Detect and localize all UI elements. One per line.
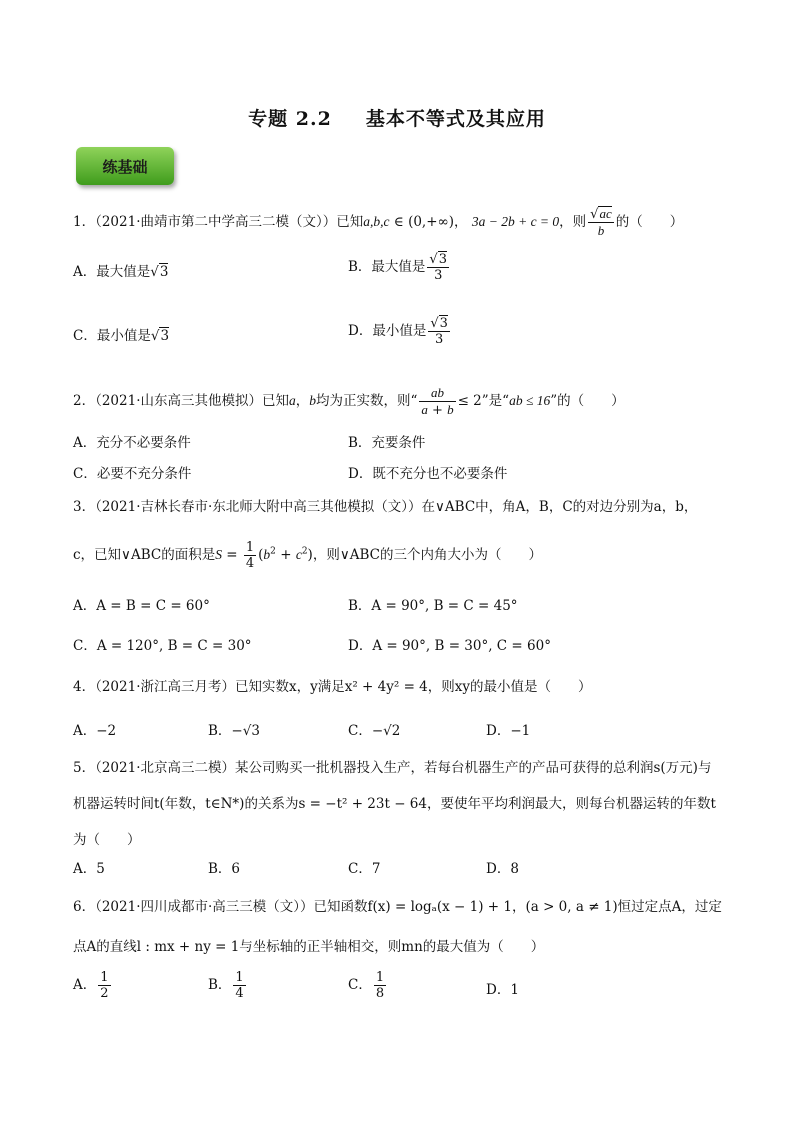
q4-option-b: B．−√3 bbox=[208, 723, 260, 739]
q3-line2-end: ，则∨ABC的三个内角大小为（ ） bbox=[312, 547, 542, 563]
q2-expression: ab ≤ 16 bbox=[509, 393, 551, 408]
badge-label: 练基础 bbox=[102, 157, 148, 176]
q2-option-c: C．必要不充分条件 bbox=[73, 466, 192, 482]
q1-option-d-label: D．最小值是 bbox=[348, 323, 427, 339]
q4-option-d: D．−1 bbox=[486, 723, 531, 739]
q1-number: 1． bbox=[73, 214, 96, 230]
q4-option-a: A．−2 bbox=[73, 723, 117, 739]
q1-text: （2021·曲靖市第二中学高三二模（文））已知 bbox=[95, 214, 364, 230]
question-2: 2．（2021·山东高三其他模拟）已知a，b均为正实数，则“ $\frac{ab}{a + b}$ ≤ 2”是“ab ≤ 16”的（ ） bbox=[73, 385, 625, 418]
q1-option-a-label: A．最大值是 bbox=[73, 264, 151, 280]
q6-c-denominator: 8 bbox=[375, 986, 385, 1001]
question-6-line-1: 6．（2021·四川成都市·高三三模（文））已知函数f(x) = logₐ(x − 1) + 1，(a > 0, a ≠ 1)恒过定点A，过定 bbox=[73, 899, 722, 915]
q3-option-d: D．A = 90°, B = 30°, C = 60° bbox=[348, 638, 551, 654]
q6-option-b-label: B． bbox=[208, 977, 232, 993]
section-badge bbox=[76, 147, 174, 185]
q3-option-a: A．A = B = C = 60° bbox=[73, 598, 210, 614]
q1-sep: ， bbox=[454, 214, 468, 230]
question-5-line-1: 5．（2021·北京高三二模）某公司购买一批机器投入生产，若每台机器生产的产品可获得的总利润s(万元)与 bbox=[73, 760, 712, 776]
q3-option-b: B．A = 90°, B = C = 45° bbox=[348, 598, 518, 614]
question-6-line-2: 点A的直线l : mx + ny = 1与坐标轴的正半轴相交，则mn的最大值为（ ） bbox=[73, 939, 545, 955]
q2-number: 2． bbox=[73, 393, 96, 409]
q3-option-c: C．A = 120°, B = C = 30° bbox=[73, 638, 252, 654]
q2-option-a: A．充分不必要条件 bbox=[73, 435, 191, 451]
q2-option-b: B．充要条件 bbox=[348, 435, 426, 451]
q5-option-c: C．7 bbox=[348, 861, 381, 877]
q4-option-c: C．−√2 bbox=[348, 723, 401, 739]
q6-option-a-label: A． bbox=[73, 977, 97, 993]
q6-option-a bbox=[73, 970, 113, 1001]
q2-fraction: $\frac{ab}{a + b}$ bbox=[421, 385, 454, 418]
title-topic-number: 专题 2.2 bbox=[248, 108, 332, 130]
question-5-line-2: 机器运转时间t(年数，t∈N*)的关系为s = −t² + 23t − 64，要使年平均利润最大，则每台机器运转的年数t bbox=[73, 796, 716, 812]
q1-option-c-label: C．最小值是 bbox=[73, 328, 151, 344]
q1-then: ，则 bbox=[559, 214, 587, 230]
q3-line2-start: c，已知∨ABC的面积是 bbox=[73, 547, 216, 563]
q1-option-b: B．最大值是 $\frac{√3}{3}$ bbox=[348, 252, 447, 283]
q6-option-d: D．1 bbox=[486, 982, 519, 998]
q6-b-denominator: 4 bbox=[235, 986, 244, 1001]
question-3-line-2: c，已知∨ABC的面积是S = $\frac{1}{4}$ $(b^2 + c^2)$，则∨ABC的三个内角大小为（ ） bbox=[73, 540, 542, 571]
q2-sep: ， bbox=[295, 393, 310, 409]
q2-option-d: D．既不充分也不必要条件 bbox=[348, 466, 508, 482]
q2-end: ”的（ ） bbox=[550, 393, 625, 409]
q6-option-c-label: C． bbox=[348, 977, 372, 993]
q6-a-denominator: 2 bbox=[100, 986, 109, 1001]
q5-option-d: D．8 bbox=[486, 861, 519, 877]
q1-option-c: C．最小值是√3 bbox=[73, 328, 170, 344]
q2-text: （2021·山东高三其他模拟）已知 bbox=[95, 393, 289, 409]
q2-text-2: 均为正实数，则“ bbox=[316, 393, 418, 409]
q6-c-numerator: 1 bbox=[375, 970, 385, 985]
q6-a-numerator: 1 bbox=[100, 970, 109, 985]
page-title bbox=[0, 104, 794, 131]
q1-option-b-label: B．最大值是 bbox=[348, 259, 426, 275]
q1-fraction: $\frac{√ac}{b}$ bbox=[590, 206, 612, 238]
question-4: 4．（2021·浙江高三月考）已知实数x，y满足x² + 4y² = 4，则xy的最小值是（ ） bbox=[73, 679, 592, 695]
q5-option-a: A．5 bbox=[73, 861, 105, 877]
q1-option-a: A．最大值是√3 bbox=[73, 264, 169, 280]
question-5-line-3: 为（ ） bbox=[73, 832, 141, 848]
q1-equation: 3a − 2b + c = 0 bbox=[471, 214, 560, 229]
q6-option-c bbox=[348, 970, 388, 1001]
question-3-line-1: 3．（2021·吉林长春市·东北师大附中高三其他模拟（文））在∨ABC中，角A，B，C的对边分别为a，b， bbox=[73, 499, 698, 515]
question-1: 1．（2021·曲靖市第二中学高三二模（文））已知a,b,c ∈ (0,+∞)， 3a − 2b + c = 0，则 $\frac{√ac}{b}$ 的（ ） bbox=[73, 206, 684, 238]
q6-b-numerator: 1 bbox=[235, 970, 244, 985]
q5-option-b: B．6 bbox=[208, 861, 241, 877]
q2-text-3: ≤ 2”是“ bbox=[457, 393, 510, 409]
q1-end: 的（ ） bbox=[615, 214, 684, 230]
q6-option-b bbox=[208, 970, 248, 1001]
title-topic-name: 基本不等式及其应用 bbox=[365, 108, 546, 130]
q1-option-d: D．最小值是 $\frac{√3}{3}$ bbox=[348, 316, 448, 347]
